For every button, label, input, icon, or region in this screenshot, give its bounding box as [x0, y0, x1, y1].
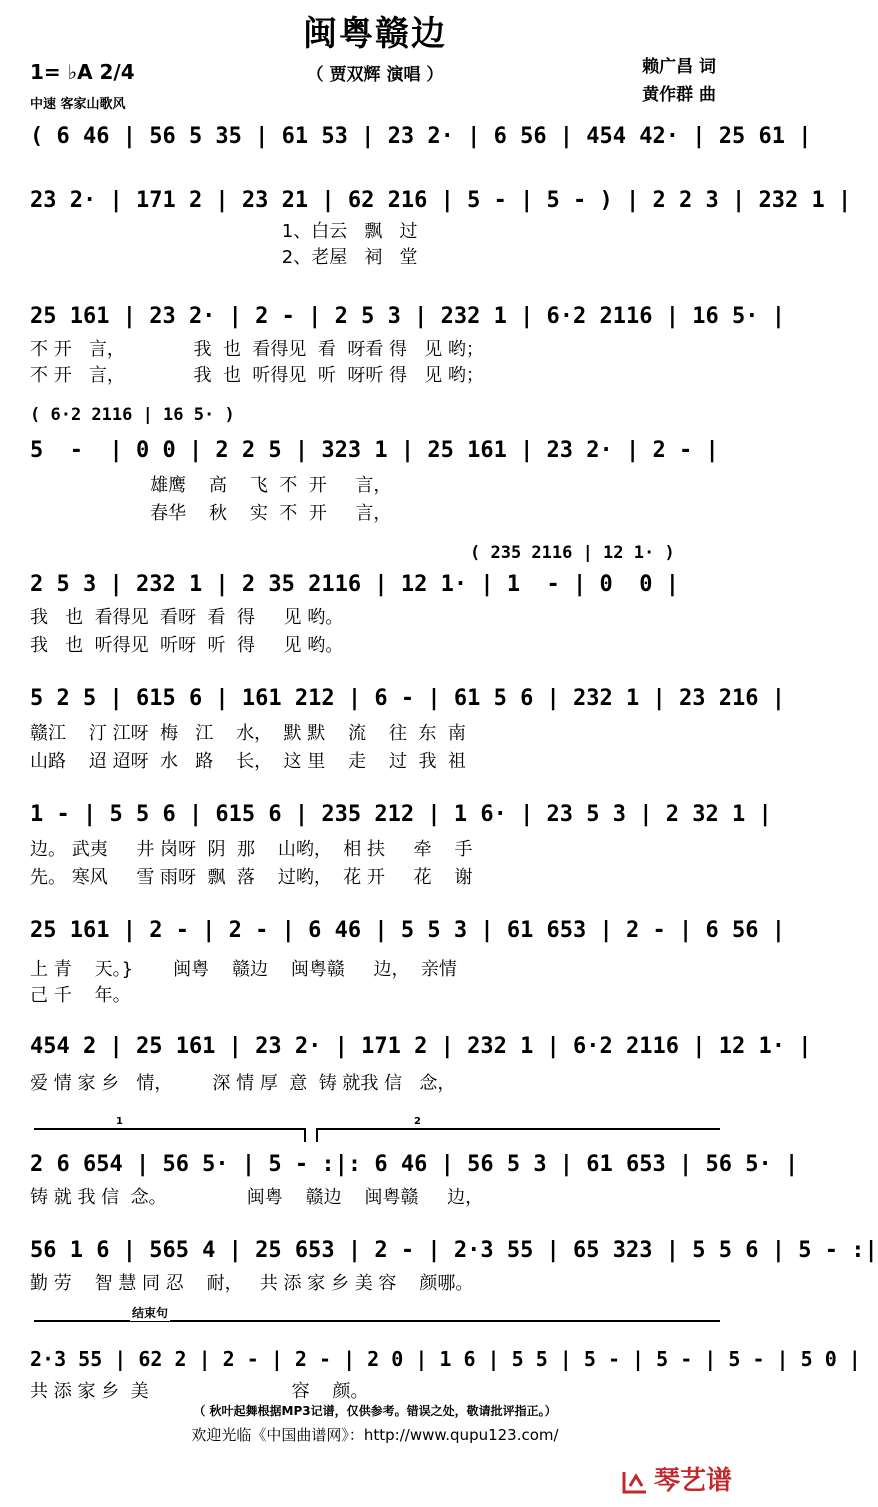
lyricist-credit: 赖广昌 词: [642, 57, 716, 77]
song-title: 闽粤赣边: [303, 14, 447, 54]
notation-row: 5 - | 0 0 | 2 2 5 | 323 1 | 25 161 | 23 2· | 2 - |: [30, 438, 719, 463]
lyric-line: 1、白云 飘 过: [30, 221, 418, 242]
coda-label: 结束句: [132, 1306, 169, 1320]
second-ending-bracket: [316, 1128, 720, 1130]
lyric-line: 雄鹰 高 飞 不 开 言，: [30, 475, 392, 496]
notation-row: 2·3 55 | 62 2 | 2 - | 2 - | 2 0 | 1 6 | 5 5 | 5 - | 5 - | 5 - | 5 0 |: [30, 1347, 861, 1371]
lyric-line: 不 开 言， 我 也 听得见 听 呀听 得 见 哟；: [30, 365, 484, 386]
lyric-line: 2、老屋 祠 堂: [30, 247, 418, 268]
lyric-line: 山路 迢 迢呀 水 路 长， 这 里 走 过 我 祖: [30, 751, 466, 772]
composer-credit: 黄作群 曲: [642, 85, 716, 105]
lyric-line: 我 也 看得见 看呀 看 得 见 哟。: [30, 607, 344, 628]
notation-row: 1 - | 5 5 6 | 615 6 | 235 212 | 1 6· | 23 5 3 | 2 32 1 |: [30, 802, 772, 827]
lyric-line: 上 青 天。} 闽粤 赣边 闽粤赣 边， 亲情: [30, 959, 457, 980]
notation-row: 454 2 | 25 161 | 23 2· | 171 2 | 232 1 | 6·2 2116 | 12 1· |: [30, 1034, 812, 1059]
first-ending-bracket: [34, 1128, 306, 1130]
lyric-line: 爱 情 家 乡 情， 深 情 厚 意 铸 就我 信 念，: [30, 1073, 456, 1094]
second-ending-label: 2: [414, 1116, 421, 1127]
notation-row: 23 2· | 171 2 | 23 21 | 62 216 | 5 - | 5 - ) | 2 2 3 | 232 1 |: [30, 188, 852, 213]
notation-row: 25 161 | 2 - | 2 - | 6 46 | 5 5 3 | 61 653 | 2 - | 6 56 |: [30, 918, 785, 943]
second-ending-bracket-start: [316, 1128, 318, 1142]
lyric-line: 赣江 汀 江呀 梅 江 水， 默 默 流 往 东 南: [30, 723, 466, 744]
singer-credit: （ 贾双辉 演唱 ）: [306, 65, 444, 85]
interlude-notation: ( 6·2 2116 | 16 5· ): [30, 405, 235, 425]
first-ending-bracket-end: [304, 1128, 306, 1142]
notation-row: 2 5 3 | 232 1 | 2 35 2116 | 12 1· | 1 - | 0 0 |: [30, 572, 680, 597]
notation-row: 56 1 6 | 565 4 | 25 653 | 2 - | 2·3 55 | 65 323 | 5 5 6 | 5 - :|: [30, 1238, 878, 1263]
notation-row: 25 161 | 23 2· | 2 - | 2 5 3 | 232 1 | 6·2 2116 | 16 5· |: [30, 304, 785, 329]
notation-row: 2 6 654 | 56 5· | 5 - :|: 6 46 | 56 5 3 | 61 653 | 56 5· |: [30, 1152, 799, 1177]
lyric-line: 边。 武夷 井 岗呀 阴 那 山哟， 相 扶 牵 手: [30, 839, 473, 860]
key-signature: 1= ♭A 2/4: [30, 60, 135, 84]
tempo-marking: 中速 客家山歌风: [30, 97, 126, 112]
transcription-note: （ 秋叶起舞根据MP3记谱，仅供参考。错误之处，敬请批评指正。）: [193, 1404, 557, 1418]
interlude-notation: ( 235 2116 | 12 1· ): [470, 543, 675, 563]
lyric-line: 春华 秋 实 不 开 言，: [30, 503, 392, 524]
lyric-line: 共 添 家 乡 美 容 颜。: [30, 1381, 369, 1402]
lyric-line: 己 千 年。: [30, 985, 131, 1006]
logo-mark-icon: [620, 1468, 650, 1496]
lyric-line: 铸 就 我 信 念。 闽粤 赣边 闽粤赣 边，: [30, 1187, 484, 1208]
lyric-line: 先。 寒风 雪 雨呀 飘 落 过哟， 花 开 花 谢: [30, 867, 473, 888]
first-ending-label: 1: [116, 1116, 123, 1127]
logo-text: 琴艺谱: [653, 1466, 732, 1496]
site-logo: [620, 1460, 732, 1497]
site-credit: 欢迎光临《中国曲谱网》：http://www.qupu123.com/: [191, 1426, 559, 1444]
notation-row: ( 6 46 | 56 5 35 | 61 53 | 23 2· | 6 56 | 454 42· | 25 61 |: [30, 124, 812, 149]
lyric-line: 不 开 言， 我 也 看得见 看 呀看 得 见 哟；: [30, 339, 484, 360]
lyric-line: 勤 劳 智 慧 同 忍 耐， 共 添 家 乡 美 容 颜哪。: [30, 1273, 474, 1294]
notation-row: 5 2 5 | 615 6 | 161 212 | 6 - | 61 5 6 | 232 1 | 23 216 |: [30, 686, 785, 711]
lyric-line: 我 也 听得见 听呀 听 得 见 哟。: [30, 635, 344, 656]
